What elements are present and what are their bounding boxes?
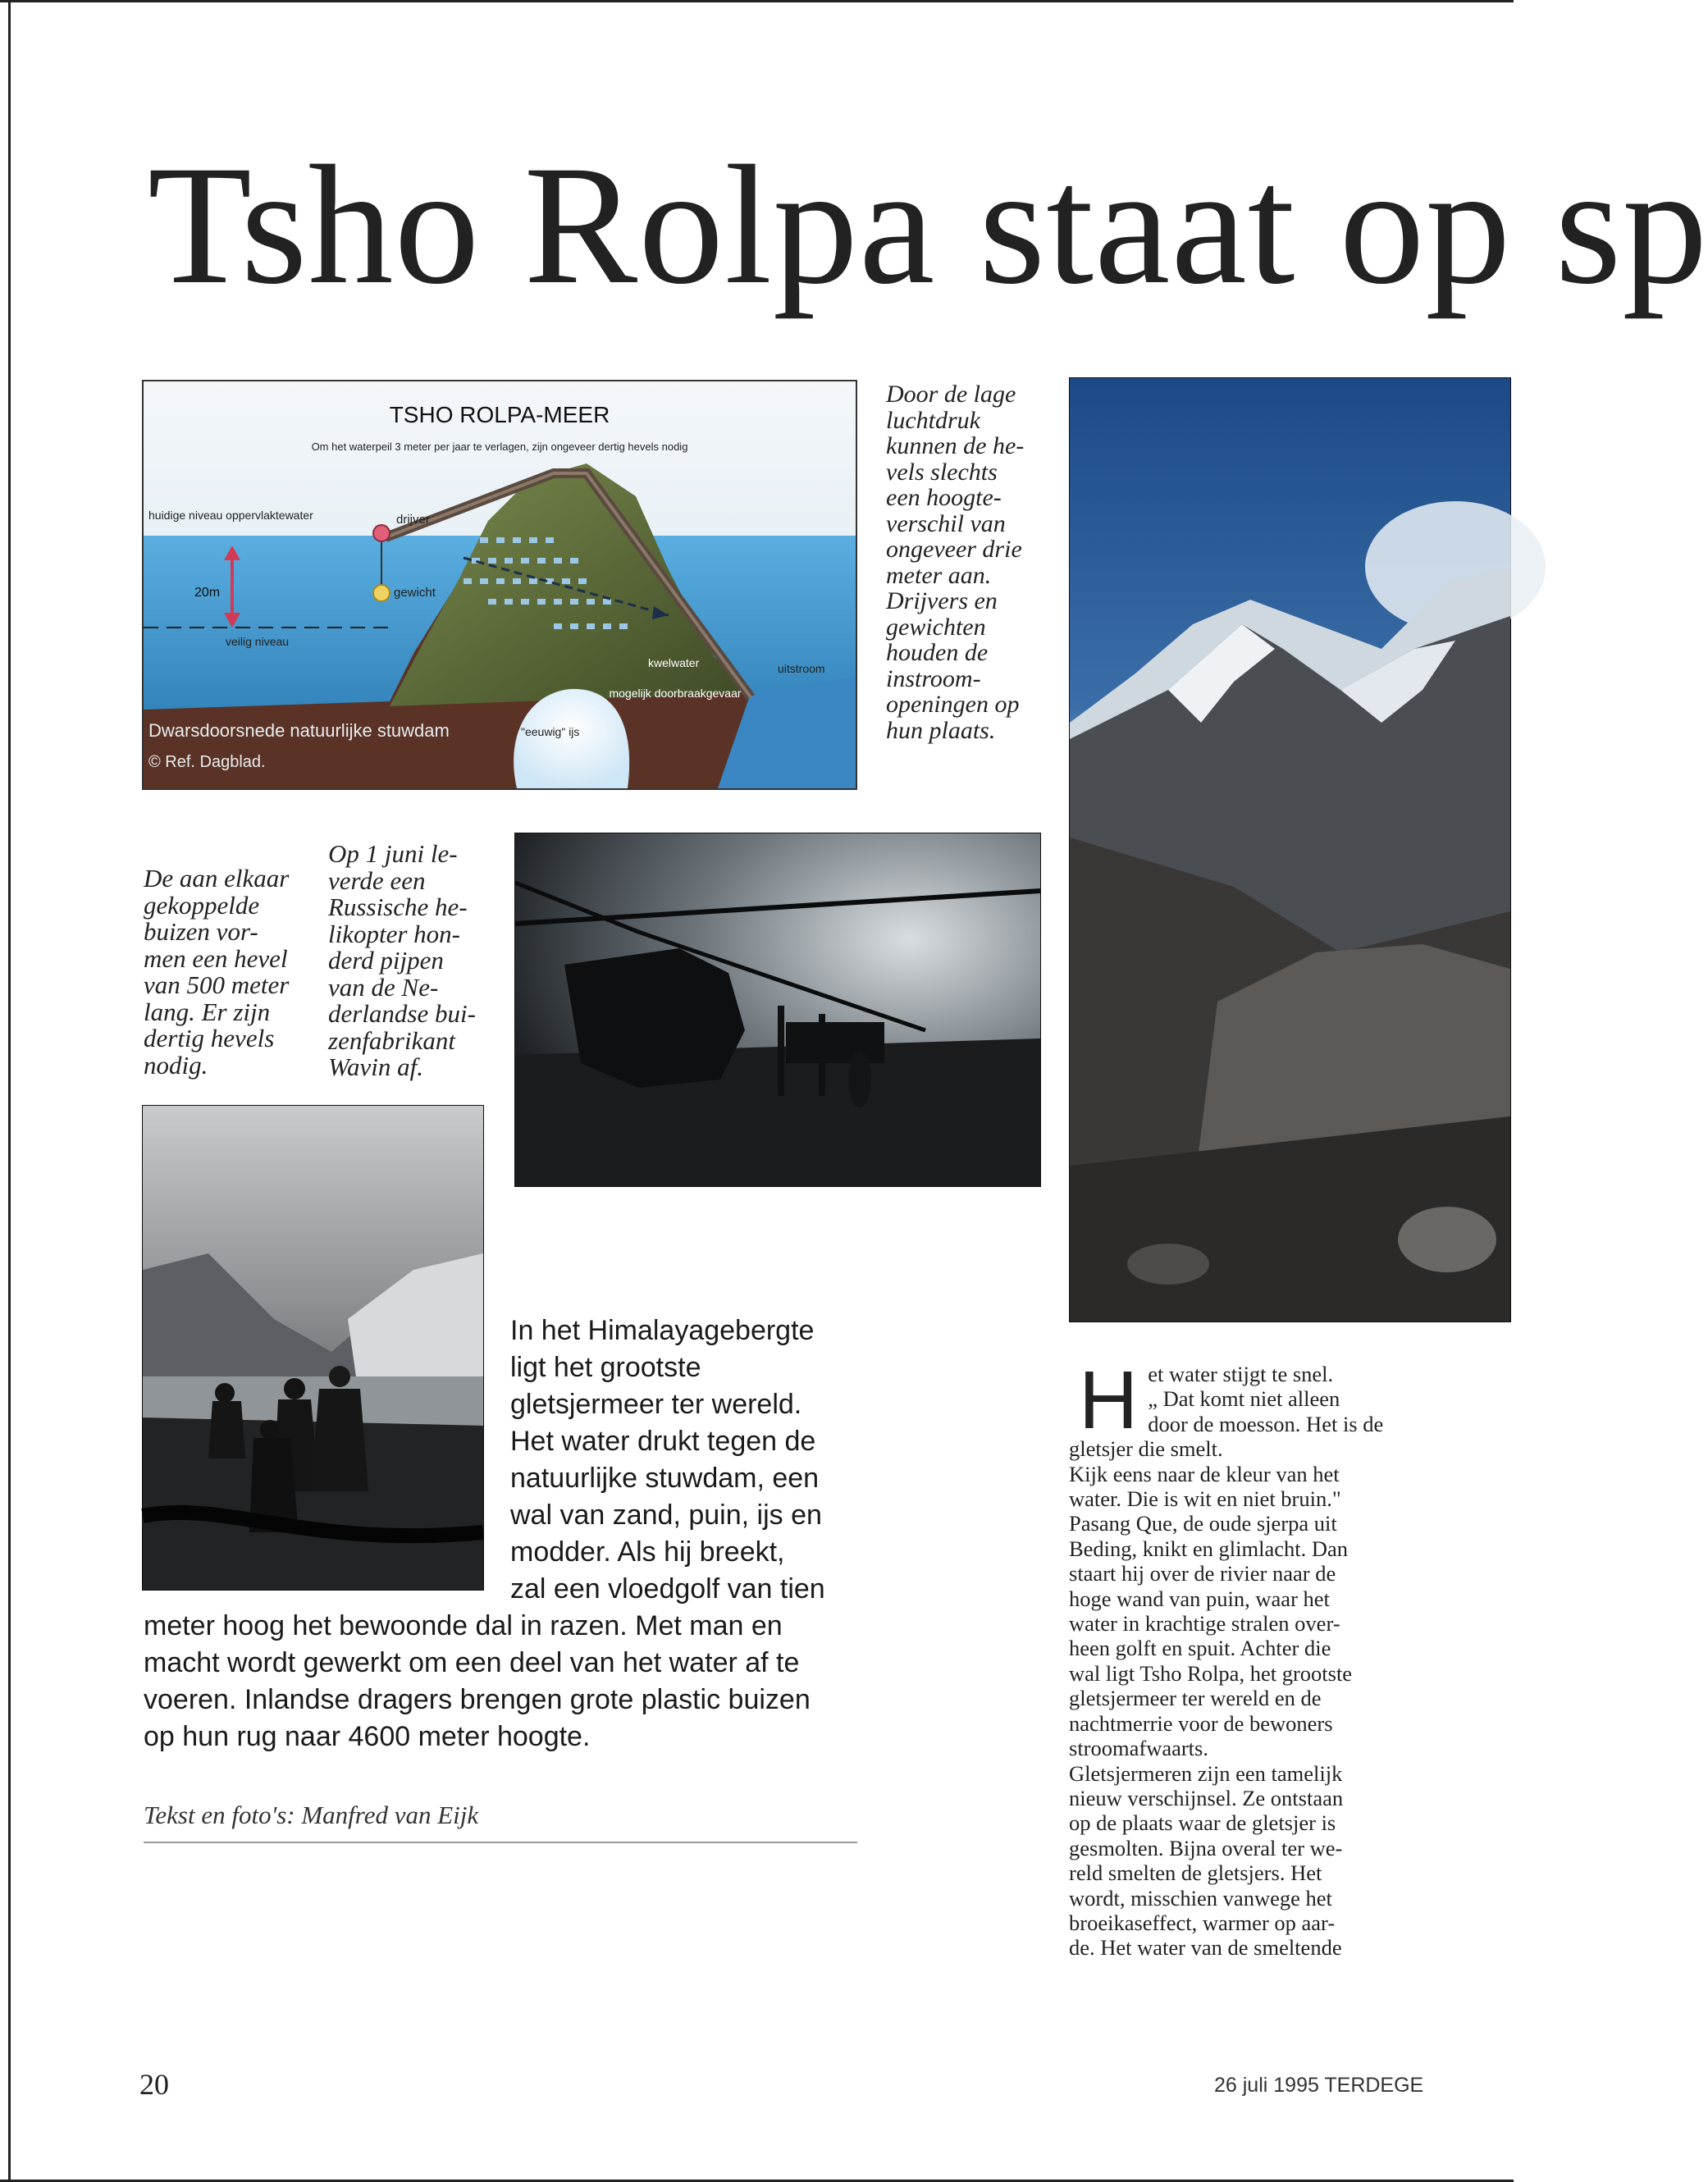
mountain-photo-image <box>1070 378 1510 1322</box>
intro-line: zal een vloedgolf van tien <box>510 1573 825 1605</box>
mountain-photo <box>1069 377 1511 1322</box>
drop-cap: H <box>1079 1354 1139 1446</box>
helicopter-photo-image <box>515 833 1040 1186</box>
diagram-subtitle: Om het waterpeil 3 meter per jaar te verlagen, zijn ongeveer dertig hevels nodig <box>311 441 688 453</box>
intro-line: In het Himalayagebergte <box>510 1315 815 1346</box>
diagram-title: TSHO ROLPA-MEER <box>389 402 610 427</box>
label-breach: mogelijk doorbraakgevaar <box>609 687 742 700</box>
issue-date: 26 juli 1995 TERDEGE <box>1214 2074 1424 2097</box>
credit-divider <box>144 1842 857 1843</box>
label-float: drijver <box>396 513 430 527</box>
article-column <box>1069 1354 1397 1961</box>
intro-line: op hun rug naar 4600 meter hoogte. <box>144 1721 591 1752</box>
weight-icon <box>373 585 390 601</box>
label-safe-level: veilig niveau <box>226 635 290 648</box>
page-number: 20 <box>139 2068 169 2101</box>
intro-line: gletsjermeer ter wereld. <box>510 1389 802 1420</box>
pipes-caption: De aan elkaar gekoppelde buizen vor- men een hevel van 500 meter lang. Er zijn dertig hevels nodig. <box>144 864 290 1080</box>
article-body: et water stijgt te snel. „ Dat komt niet alleen door de moesson. Het is de gletsjer die smelt. Kijk eens naar de kleur van het water. Die is wit en niet bruin." Pasang Que, de oude sjerpa uit Beding, knikt en glimlacht. Dan staart hij over de rivier naar de hoge wand van puin, waar het water in krachtige stralen over- heen golft en spuit. Achter die wal ligt Tsho Rolpa, het grootste gletsjermeer ter wereld en de nachtmerrie voor de bewoners stroomafwaarts. Gletsjermeren zijn een tamelijk nieuw verschijnsel. Ze ontstaan op de plaats waar de gletsjer is gesmolten. Bijna overal ter we- reld smelten de gletsjers. Het wordt, misschien vanwege het broeikaseffect, warmer op aar- de. Het water van de smeltende <box>1069 1362 1384 1961</box>
helicopter-photo <box>514 833 1041 1187</box>
page-title: Tsho Rolpa staat op sp <box>148 130 1708 319</box>
lake-workers-photo <box>142 1105 484 1591</box>
label-outflow: uitstroom <box>778 662 825 675</box>
diagram-caption: Door de lage luchtdruk kunnen de he- vels slechts een hoogte- verschil van ongeveer drie meter aan. Drijvers en gewichten houden de instroom- openingen op hun plaats. <box>886 381 1025 744</box>
label-current-level: huidige niveau oppervlaktewater <box>148 509 313 522</box>
label-copyright: © Ref. Dagblad. <box>148 753 266 771</box>
intro-line: wal van zand, puin, ijs en <box>510 1500 822 1531</box>
author-credit: Tekst en foto's: Manfred van Eijk <box>144 1801 479 1829</box>
lake-workers-photo-image <box>143 1106 483 1590</box>
diagram-canvas <box>144 381 856 788</box>
intro-line: voeren. Inlandse dragers brengen grote plastic buizen <box>144 1684 811 1715</box>
label-weight: gewicht <box>394 586 436 600</box>
intro-line: macht wordt gewerkt om een deel van het water af te <box>144 1647 800 1678</box>
label-seepage: kwelwater <box>648 656 700 669</box>
label-section: Dwarsdoorsnede natuurlijke stuwdam <box>148 720 450 741</box>
intro-line: modder. Als hij breekt, <box>510 1536 785 1568</box>
intro-line: ligt het grootste <box>510 1352 701 1383</box>
intro-line: Het water drukt tegen de <box>510 1426 816 1457</box>
intro-line: meter hoog het bewoonde dal in razen. Met man en <box>144 1610 783 1641</box>
label-ice: "eeuwig" ijs <box>521 725 580 738</box>
helicopter-caption: Op 1 juni le- verde een Russische he- likopter hon- derd pijpen van de Ne- derlandse bui- zenfabrikant Wavin af. <box>328 839 476 1082</box>
intro-line: natuurlijke stuwdam, een <box>510 1463 820 1494</box>
label-20m: 20m <box>194 586 221 600</box>
float-icon <box>373 525 390 541</box>
siphon-diagram <box>142 380 857 790</box>
